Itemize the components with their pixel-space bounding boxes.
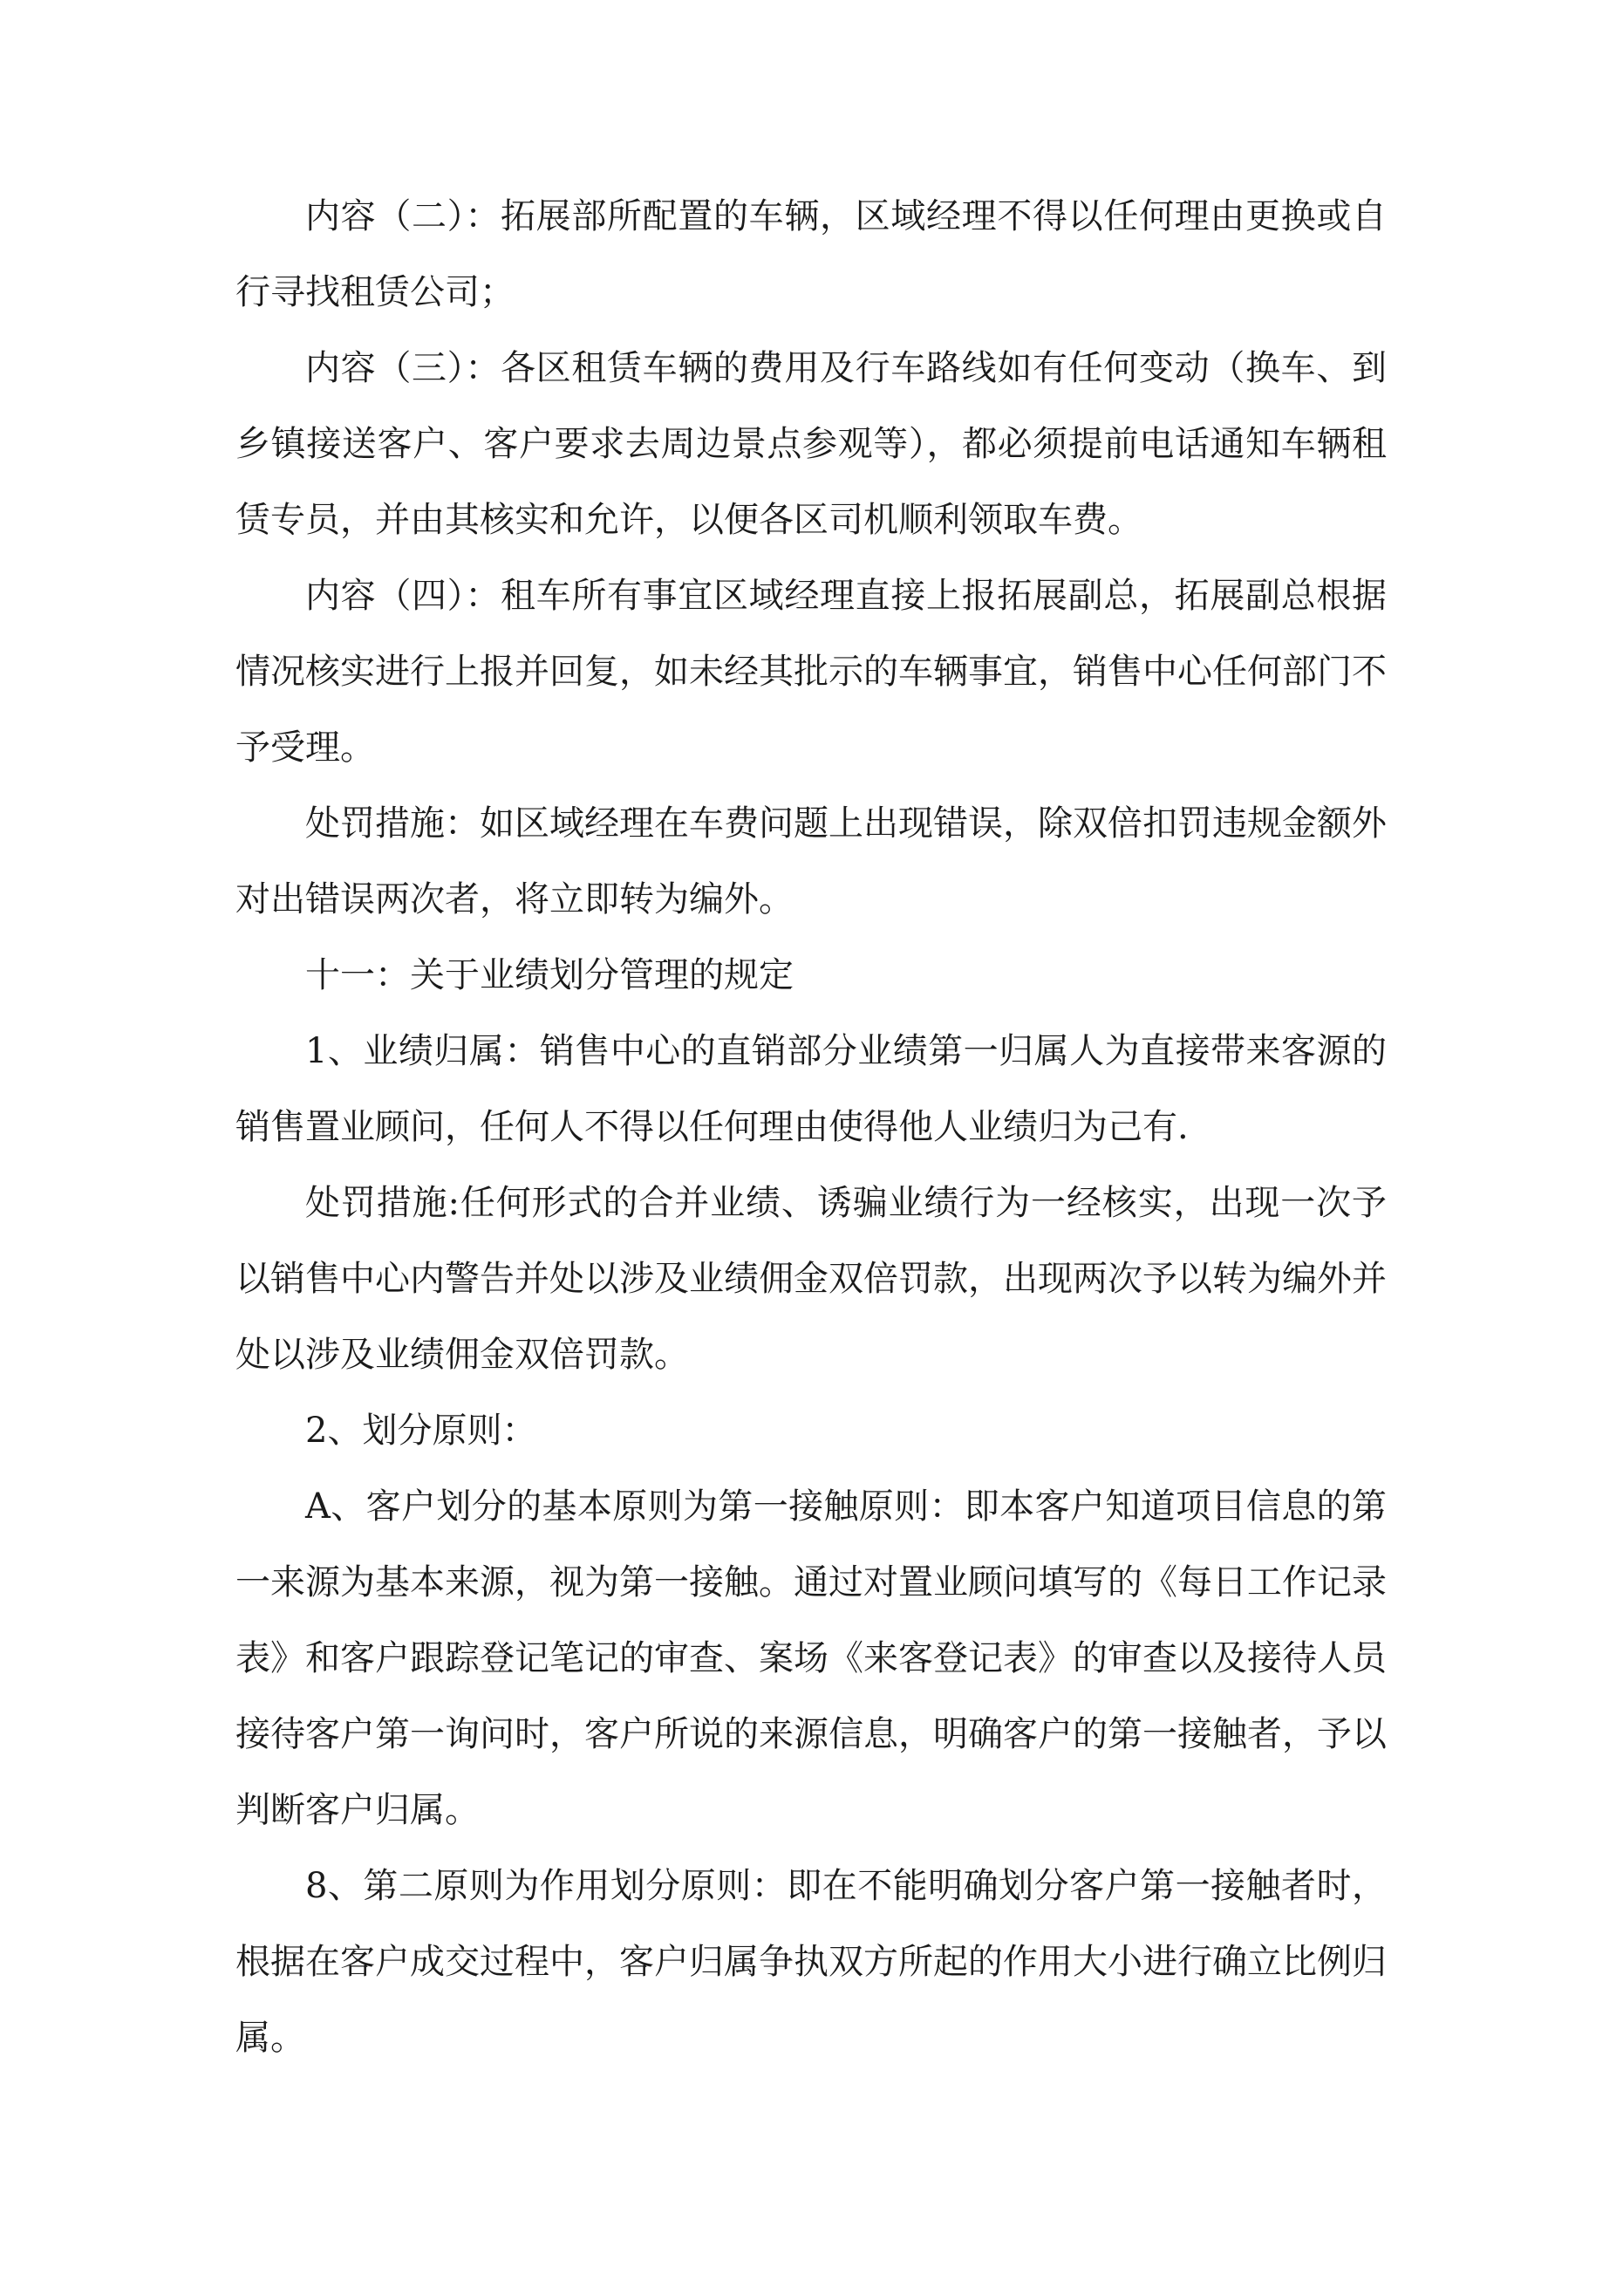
paragraph-content-four: 内容（四）：租车所有事宜区域经理直接上报拓展副总，拓展副总根据情况核实进行上报并回复，如未经其批示的车辆事宜，销售中心任何部门不予受理。 xyxy=(235,576,1387,768)
paragraph-performance-attribution: 1、业绩归属：销售中心的直销部分业绩第一归属人为直接带来客源的销售置业顾问，任何人不得以任何理由使得他人业绩归为己有. xyxy=(235,1031,1387,1147)
paragraph-principle-second: 8、第二原则为作用划分原则：即在不能明确划分客户第一接触者时，根据在客户成交过程中，客户归属争执双方所起的作用大小进行确立比例归属。 xyxy=(235,1866,1387,2058)
paragraph-penalty-performance: 处罚措施:任何形式的合并业绩、诱骗业绩行为一经核实，出现一次予以销售中心内警告并处以涉及业绩佣金双倍罚款，出现两次予以转为编外并处以涉及业绩佣金双倍罚款。 xyxy=(235,1183,1387,1375)
document-body xyxy=(235,179,1387,2076)
paragraph-content-two: 内容（二）：拓展部所配置的车辆，区域经理不得以任何理由更换或自行寻找租赁公司； xyxy=(235,196,1387,312)
paragraph-penalty-car-fee: 处罚措施：如区域经理在车费问题上出现错误，除双倍扣罚违规金额外对出错误两次者，将立即转为编外。 xyxy=(235,803,1387,919)
paragraph-content-three: 内容（三）：各区租赁车辆的费用及行车路线如有任何变动（换车、到乡镇接送客户、客户要求去周边景点参观等），都必须提前电话通知车辆租赁专员，并由其核实和允许，以便各区司机顺利领取车费。 xyxy=(235,348,1387,540)
paragraph-principle-a: A、客户划分的基本原则为第一接触原则：即本客户知道项目信息的第一来源为基本来源，视为第一接触。通过对置业顾问填写的《每日工作记录表》和客户跟踪登记笔记的审查、案场《来客登记表》的审查以及接待人员接待客户第一询问时，客户所说的来源信息，明确客户的第一接触者，予以判断客户归属。 xyxy=(235,1486,1387,1830)
paragraph-division-principles: 2、划分原则： xyxy=(305,1411,537,1451)
section-heading-eleven: 十一：关于业绩划分管理的规定 xyxy=(305,955,794,995)
